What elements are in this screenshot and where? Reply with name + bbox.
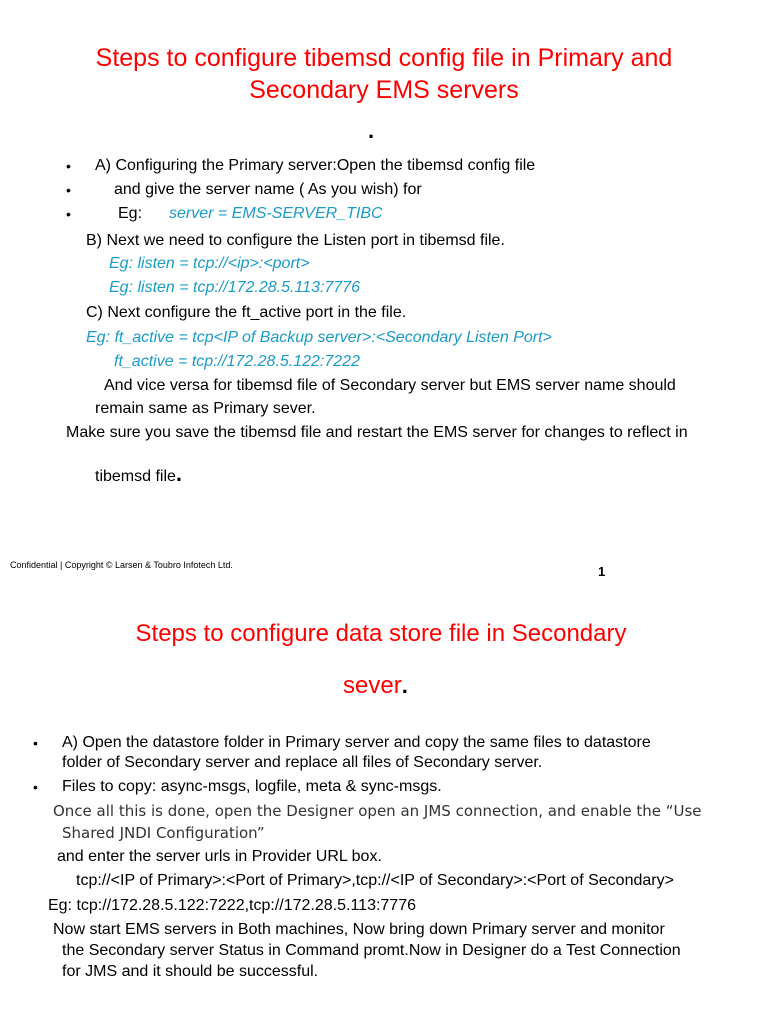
end-dot: . [175, 461, 183, 486]
slide-2-title-dot: . [401, 673, 408, 698]
slide-1-title-dot: . [368, 118, 375, 143]
line-remain-same: remain same as Primary sever. [95, 400, 316, 417]
bullet: • [33, 735, 38, 751]
tibemsd-file-text: tibemsd file [95, 468, 176, 485]
bullet: • [66, 158, 71, 174]
slide-2-title-text: sever [343, 672, 402, 699]
line-replace-files: folder of Secondary server and replace all files of Secondary server. [62, 754, 543, 771]
slide-1-title-line-2: Secondary EMS servers [249, 76, 519, 104]
bullet: • [33, 779, 38, 795]
bullet: • [66, 206, 71, 222]
line-tibemsd-file [95, 461, 182, 487]
line-once-done: Once all this is done, open the Designer open an JMS connection, and enable the “Use [53, 802, 702, 820]
eg-ft-active-template: Eg: ft_active = tcp<IP of Backup server>:<Secondary Listen Port> [86, 329, 552, 346]
footer-confidential: Confidential | Copyright © Larsen & Toubro Infotech Ltd. [10, 560, 233, 570]
line-start-ems: Now start EMS servers in Both machines, Now bring down Primary server and monitor [53, 921, 665, 938]
line-files-to-copy: Files to copy: async-msgs, logfile, meta & sync-msgs. [62, 778, 442, 795]
line-eg-tcp: Eg: tcp://172.28.5.122:7222,tcp://172.28.5.113:7776 [48, 897, 416, 914]
line-tcp-template: tcp://<IP of Primary>:<Port of Primary>,tcp://<IP of Secondary>:<Port of Secondary> [76, 872, 674, 889]
line-shared-jndi: Shared JNDI Configuration” [62, 824, 265, 842]
eg-server-name: server = EMS-SERVER_TIBC [169, 205, 383, 222]
eg-ft-active-value: ft_active = tcp://172.28.5.122:7222 [114, 353, 360, 370]
bullet: • [66, 182, 71, 198]
line-vice-versa: And vice versa for tibemsd file of Secondary server but EMS server name should [104, 377, 676, 394]
slide-2-title-line-1: Steps to configure data store file in Secondary [135, 620, 627, 647]
line-configure-primary: A) Configuring the Primary server:Open the tibemsd config file [95, 157, 536, 174]
eg-listen-template: Eg: listen = tcp://<ip>:<port> [109, 255, 310, 272]
line-listen-port: B) Next we need to configure the Listen port in tibemsd file. [86, 232, 505, 249]
slide-2-title-line-2 [343, 672, 408, 700]
line-ft-active: C) Next configure the ft_active port in the file. [86, 304, 407, 321]
line-secondary-status: the Secondary server Status in Command promt.Now in Designer do a Test Connection [62, 942, 681, 959]
slide-1-title-line-1: Steps to configure tibemsd config file in Primary and [95, 44, 673, 72]
line-make-sure: Make sure you save the tibemsd file and restart the EMS server for changes to reflect in [66, 424, 688, 441]
page-number: 1 [598, 564, 606, 579]
line-give-server-name: and give the server name ( As you wish) for [114, 181, 422, 198]
line-jms-success: for JMS and it should be successful. [62, 963, 319, 980]
eg-label: Eg: [118, 205, 143, 222]
line-enter-urls: and enter the server urls in Provider URL box. [57, 848, 382, 865]
eg-listen-value: Eg: listen = tcp://172.28.5.113:7776 [109, 279, 360, 296]
line-open-datastore: A) Open the datastore folder in Primary server and copy the same files to datastore [62, 734, 651, 751]
